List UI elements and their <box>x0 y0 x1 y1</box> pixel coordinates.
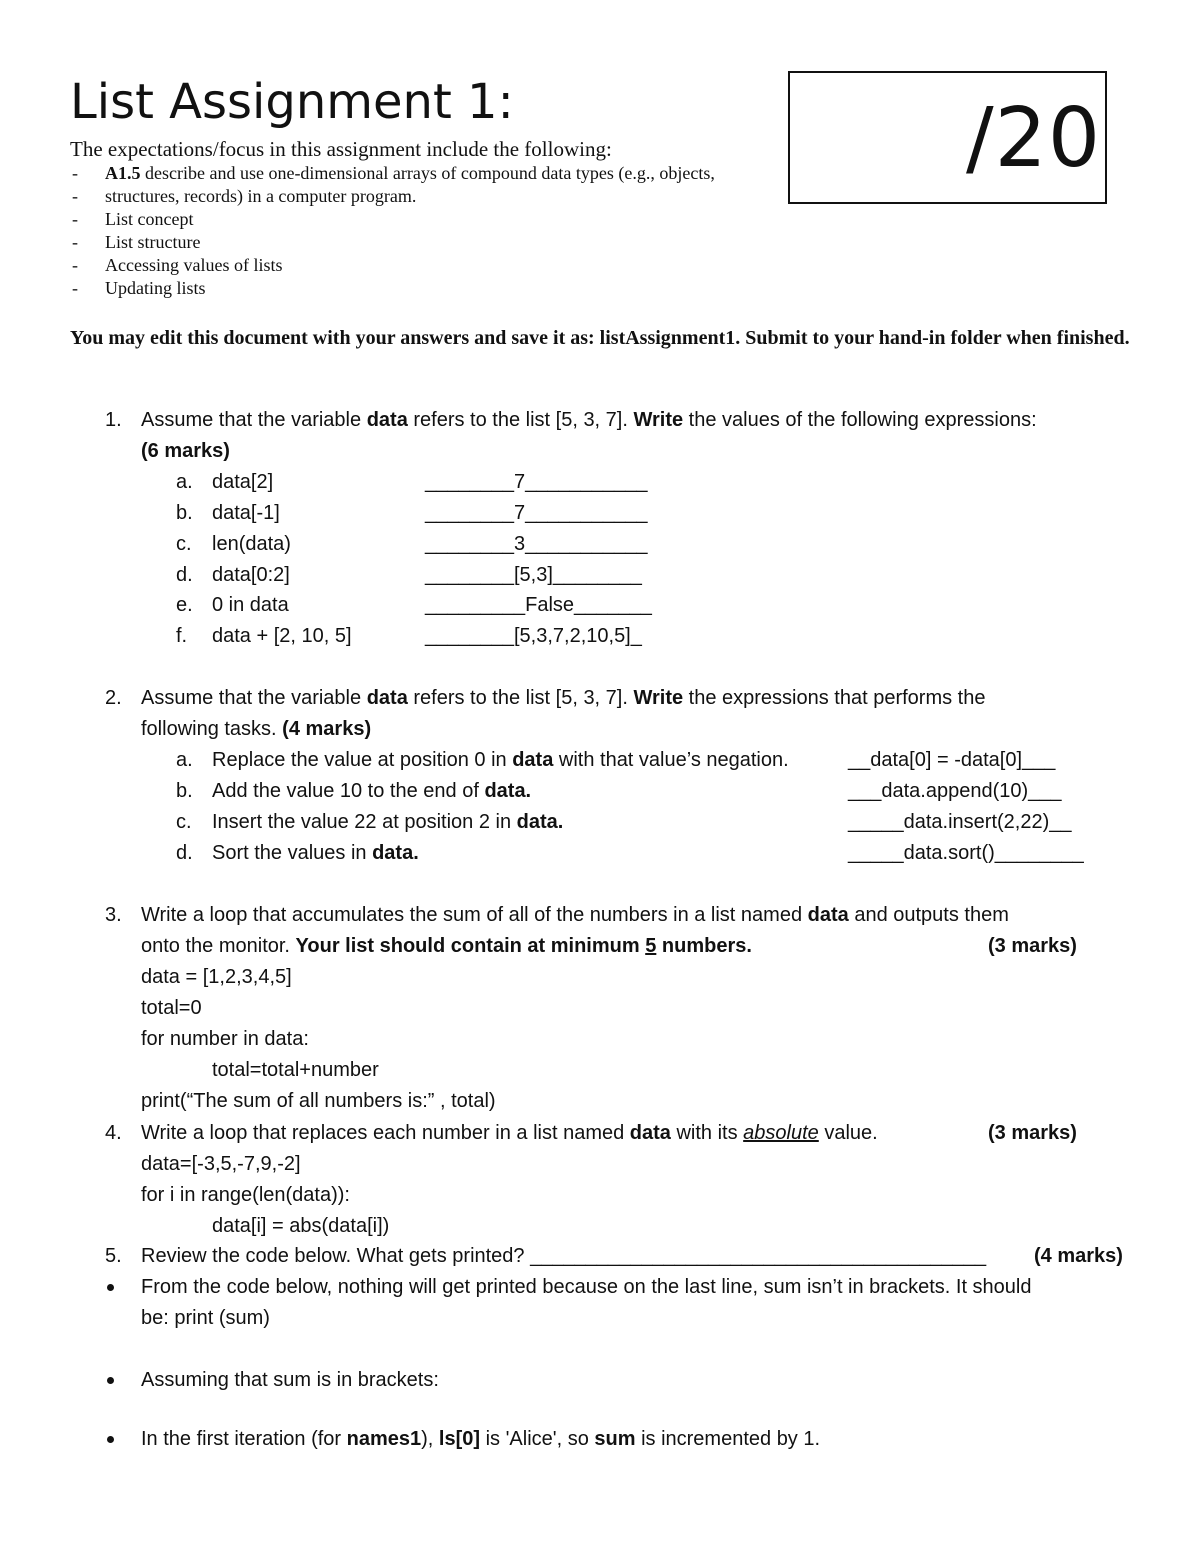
q1-expr: data + [2, 10, 5] <box>212 625 352 647</box>
q3-marks: (3 marks) <box>988 935 1077 957</box>
q2-letter: c. <box>176 811 192 833</box>
q2-task: Add the value 10 to the end of data. <box>212 780 532 802</box>
q3-code-line: print(“The sum of all numbers is:” , total) <box>141 1090 496 1112</box>
q1-marks: (6 marks) <box>141 440 230 462</box>
q1-expr: 0 in data <box>212 594 289 616</box>
q3-prompt-line2: onto the monitor. Your list should contain at minimum 5 numbers. <box>141 935 752 957</box>
focus-item <box>70 254 715 277</box>
q2-answer: ___data.append(10)___ <box>848 780 1062 802</box>
q2-letter: d. <box>176 842 193 864</box>
q1-answer: ________[5,3]________ <box>425 564 642 586</box>
q1-expr: len(data) <box>212 533 291 555</box>
q2-number: 2. <box>105 687 122 709</box>
bullet-dot <box>107 1436 114 1443</box>
score-total: /20 <box>966 91 1101 186</box>
q1-letter: d. <box>176 564 193 586</box>
q3-code-line: for number in data: <box>141 1028 309 1050</box>
intro-text: The expectations/focus in this assignment include the following: <box>70 137 612 161</box>
q1-number: 1. <box>105 409 122 431</box>
focus-text: Accessing values of lists <box>105 255 283 275</box>
q4-code-line: for i in range(len(data)): <box>141 1184 350 1206</box>
bullet-dot <box>107 1377 114 1384</box>
q4-marks: (3 marks) <box>988 1122 1077 1144</box>
q4-number: 4. <box>105 1122 122 1144</box>
q3-code-line: total=0 <box>141 997 202 1019</box>
q2-task: Insert the value 22 at position 2 in data. <box>212 811 564 833</box>
q2-task: Replace the value at position 0 in data with that value’s negation. <box>212 749 789 771</box>
q2-letter: b. <box>176 780 193 802</box>
q1-expr: data[0:2] <box>212 564 290 586</box>
q2-task: Sort the values in data. <box>212 842 419 864</box>
q1-prompt: Assume that the variable data refers to the list [5, 3, 7]. Write the values of the following expressions: <box>141 409 1037 431</box>
q3-code-line: data = [1,2,3,4,5] <box>141 966 292 988</box>
q3-code-line: total=total+number <box>212 1059 379 1081</box>
q1-letter: c. <box>176 533 192 555</box>
q5-marks: (4 marks) <box>1034 1245 1123 1267</box>
q1-answer: ________3___________ <box>425 533 648 555</box>
q1-letter: e. <box>176 594 193 616</box>
q5-prompt: Review the code below. What gets printed? _________________________________________ <box>141 1245 987 1267</box>
q3-prompt: Write a loop that accumulates the sum of all of the numbers in a list named data and outputs them <box>141 904 1009 926</box>
q5-number: 5. <box>105 1245 122 1267</box>
q1-letter: b. <box>176 502 193 524</box>
q1-expr: data[2] <box>212 471 274 493</box>
focus-item <box>70 162 715 185</box>
q2-answer: __data[0] = -data[0]___ <box>848 749 1056 771</box>
focus-text: List structure <box>105 232 201 252</box>
focus-list <box>70 162 715 300</box>
focus-item-continuation <box>70 185 715 208</box>
q2-answer: _____data.sort()________ <box>848 842 1084 864</box>
bullet-text: Assuming that sum is in brackets: <box>141 1369 439 1391</box>
q1-answer: ________[5,3,7,2,10,5]_ <box>425 625 642 647</box>
bullet-dot <box>107 1284 114 1291</box>
q3-number: 3. <box>105 904 122 926</box>
q2-letter: a. <box>176 749 193 771</box>
q4-code-line: data=[-3,5,-7,9,-2] <box>141 1153 301 1175</box>
submission-note: You may edit this document with your answers and save it as: listAssignment1. Submit to your hand-in folder when finished. <box>70 327 1130 349</box>
score-box <box>788 71 1107 204</box>
focus-item <box>70 208 715 231</box>
bullet-text-continuation: be: print (sum) <box>141 1307 270 1329</box>
q2-prompt-line2: following tasks. (4 marks) <box>141 718 372 740</box>
focus-text: describe and use one-dimensional arrays of compound data types (e.g., objects, <box>140 163 715 183</box>
focus-item <box>70 231 715 254</box>
focus-text: Updating lists <box>105 278 206 298</box>
focus-text: List concept <box>105 209 194 229</box>
q2-answer: _____data.insert(2,22)__ <box>848 811 1072 833</box>
focus-code: A1.5 <box>105 163 141 183</box>
q1-answer: ________7___________ <box>425 471 648 493</box>
q2-prompt: Assume that the variable data refers to the list [5, 3, 7]. Write the expressions that performs the <box>141 687 986 709</box>
focus-item <box>70 277 715 300</box>
bullet-text: From the code below, nothing will get printed because on the last line, sum isn’t in brackets. It should <box>141 1276 1032 1298</box>
bullet-text: In the first iteration (for names1), ls[0] is 'Alice', so sum is incremented by 1. <box>141 1428 821 1450</box>
q1-answer: ________7___________ <box>425 502 648 524</box>
focus-text: structures, records) in a computer program. <box>105 186 417 206</box>
page-title: List Assignment 1: <box>70 74 514 130</box>
q1-letter: f. <box>176 625 188 647</box>
q4-prompt: Write a loop that replaces each number in a list named data with its absolute value. <box>141 1122 878 1144</box>
q1-expr: data[-1] <box>212 502 280 524</box>
q1-answer: _________False_______ <box>425 594 652 616</box>
q1-letter: a. <box>176 471 193 493</box>
q4-code-line: data[i] = abs(data[i]) <box>212 1215 390 1237</box>
